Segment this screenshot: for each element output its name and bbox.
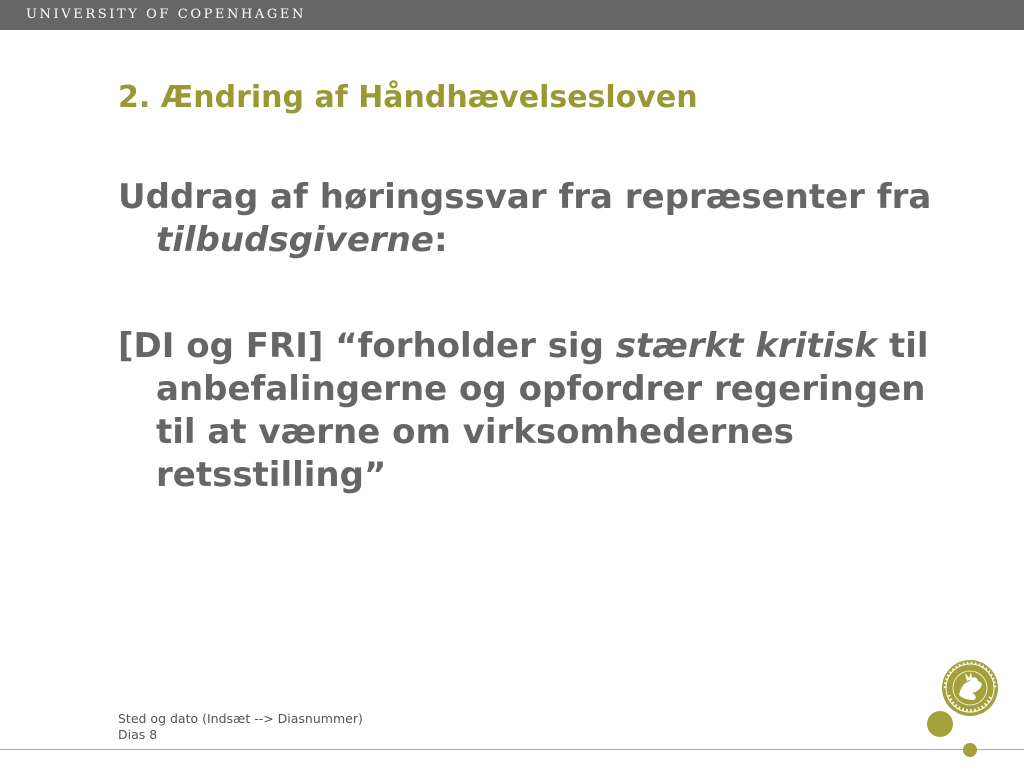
paragraph-quote bbox=[118, 325, 958, 497]
paragraph-excerpt-intro bbox=[118, 176, 958, 262]
footer-divider bbox=[0, 749, 1024, 750]
decorative-dot-large bbox=[927, 711, 953, 737]
quote-text-end: til anbefalingerne og opfordrer regeringen til at værne om virksomhedernes retsstilling” bbox=[156, 326, 929, 495]
footer-text bbox=[118, 711, 363, 743]
institution-name: UNIVERSITY OF COPENHAGEN bbox=[26, 7, 306, 22]
footer-location-date: Sted og dato (Indsæt --> Diasnummer) bbox=[118, 711, 363, 726]
quote-emphasis: stærkt kritisk bbox=[615, 326, 878, 366]
quote-text-start: [DI og FRI] “forholder sig bbox=[118, 326, 616, 366]
header-bar bbox=[0, 0, 1024, 30]
footer-slide-number: Dias 8 bbox=[118, 727, 158, 742]
university-seal-logo bbox=[941, 659, 999, 717]
decorative-dot-small bbox=[963, 743, 977, 757]
excerpt-intro-text: Uddrag af høringssvar fra repræsenter fra bbox=[118, 177, 932, 217]
excerpt-intro-suffix: : bbox=[433, 220, 448, 260]
slide-body bbox=[118, 176, 958, 497]
slide-title: 2. Ændring af Håndhævelsesloven bbox=[118, 80, 698, 115]
excerpt-intro-emphasis: tilbudsgiverne bbox=[156, 220, 434, 260]
